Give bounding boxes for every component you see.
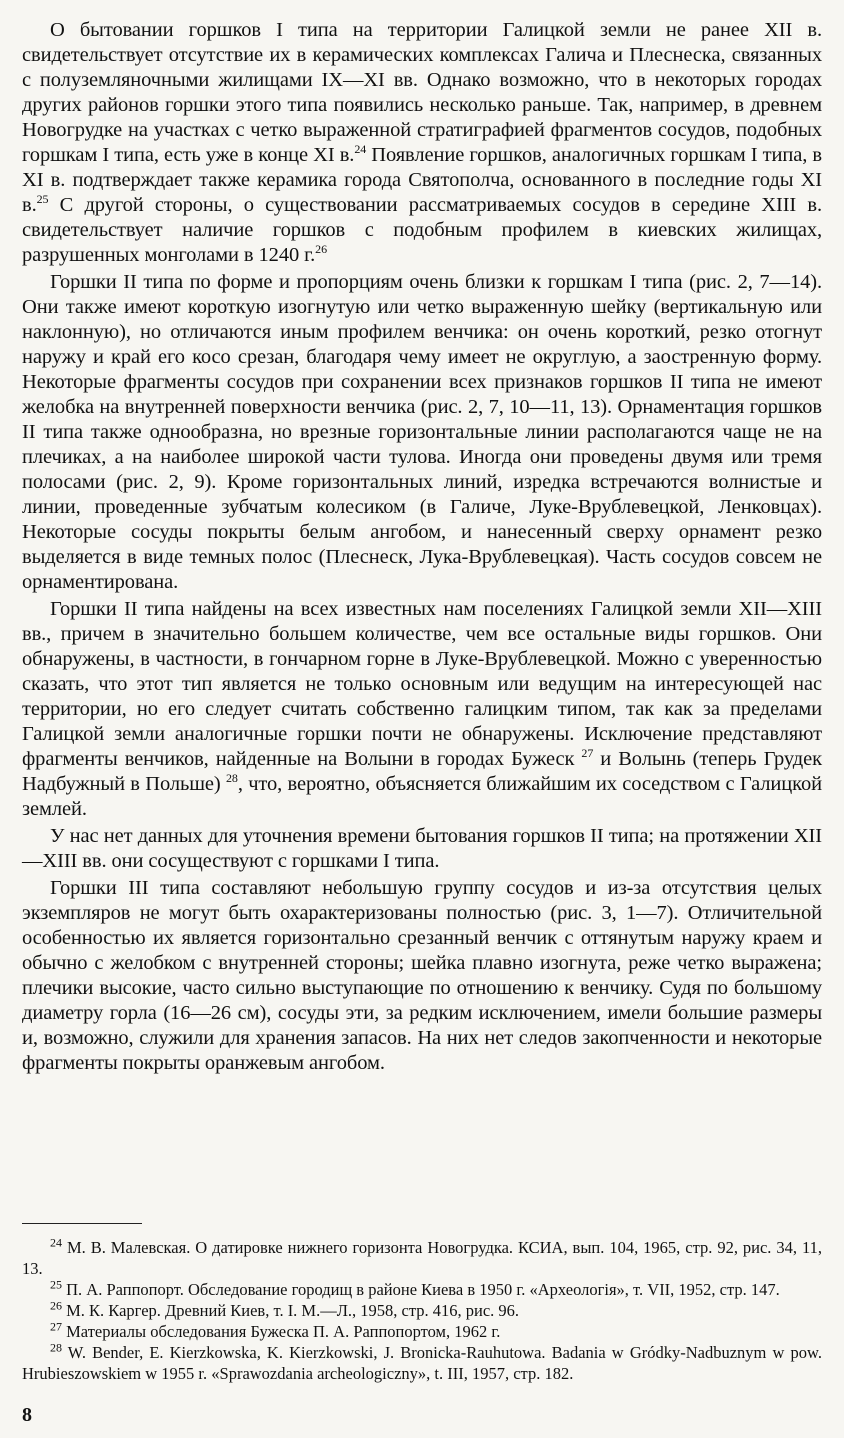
- paragraph-2: Горшки II типа по форме и пропорциям очень близки к горшкам I типа (рис. 2, 7—14). Они также имеют короткую изогнутую или четко выраженную шейку (вертикальную или наклонную), но отличаются иным профилем венчика: он очень короткий, резко отогнут наружу и край его косо срезан, благодаря чему имеет не округлую, а заостренную форму. Некоторые фрагменты сосудов при сохранении всех признаков горшков II типа не имеют желобка на внутренней поверхности венчика (рис. 2, 7, 10—11, 13). Орнаментация горшков II типа также однообразна, но врезные горизонтальные линии располагаются чаще не на плечиках, а на наиболее широкой части тулова. Иногда они проведены двумя или тремя полосами (рис. 2, 9). Кроме горизонтальных линий, изредка встречаются волнистые и линии, проведенные зубчатым колесиком (в Галиче, Луке-Врублевецкой, Ленковцах). Некоторые сосуды покрыты белым ангобом, и нанесенный сверху орнамент резко выделяется в виде темных полос (Плеснеск, Лука-Врублевецкая). Часть сосудов совсем не орнаментирована.: [22, 271, 822, 593]
- footnote-ref-28[interactable]: 28: [226, 771, 238, 786]
- page-number: 8: [22, 1404, 32, 1426]
- footnote-ref-24[interactable]: 24: [354, 142, 367, 157]
- footnote-28: $^{28}$ W. Bender, E. Kierzkowska, K. Kierzkowski, J. Bronicka-Rauhutowa. Badania w Gródky-Nadbuznym w pow. Hrubieszowskiem w 1955 r. «Sprawozdania archeologiczny», t. III, 1957, стр. 182.: [22, 1340, 822, 1383]
- paragraph-4: У нас нет данных для уточнения времени бытования горшков II типа; на протяжении XII—XIII вв. они сосуществуют с горшками I типа.: [22, 825, 822, 872]
- footnote-26: $^{26}$ М. К. Каргер. Древний Киев, т. I. М.—Л., 1958, стр. 416, рис. 96.: [50, 1298, 520, 1320]
- footnote-24: $^{24}$ М. В. Малевская. О датировке нижнего горизонта Новогрудка. КСИА, вып. 104, 1965, стр. 92, рис. 34, 11, 13.: [22, 1235, 822, 1278]
- footnote-divider: [22, 1223, 142, 1224]
- footnotes: [22, 1237, 822, 1384]
- paragraph-3: Горшки II типа найдены на всех известных нам поселениях Галицкой земли XII—XIII вв., причем в значительно большем количестве, чем все остальные виды горшков. Они обнаружены, в частности, в гончарном горне в Луке-Врублевецкой. Можно с уверенностью сказать, что этот тип является не только основным или ведущим на интересующей нас территории, но его следует считать собственно галицким типом, так как за пределами Галицкой земли аналогичные горшки почти не обнаружены. Исключение представляют фрагменты венчиков, найденные на Волыни в городах Бужеск $^{27}$ и Волынь (теперь Грудек Надбужный в Польше) $^{28}$, что, вероятно, объясняется ближайшим их соседством с Галицкой землей.: [22, 598, 822, 820]
- footnote-ref-25[interactable]: 25: [36, 192, 49, 207]
- footnote-27: $^{27}$ Материалы обследования Бужеска П. А. Раппопортом, 1962 г.: [50, 1319, 501, 1341]
- paragraph-5: Горшки III типа составляют небольшую группу сосудов и из-за отсутствия целых экземпляров не могут быть охарактеризованы полностью (рис. 3, 1—7). Отличительной особенностью их является горизонтально срезанный венчик с оттянутым наружу краем и обычно с желобком с внутренней стороны; шейка плавно изогнута, реже четко выражена; плечики высокие, часто сильно выступающие по отношению к венчику. Судя по большому диаметру горла (16—26 см), сосуды эти, за редким исключением, имели большие размеры и, возможно, служили для хранения запасов. На них нет следов закопченности и некоторые фрагменты покрыты оранжевым ангобом.: [22, 877, 822, 1074]
- footnote-ref-26[interactable]: 26: [315, 242, 327, 257]
- footnote-ref-27[interactable]: 27: [581, 746, 594, 761]
- footnote-25: $^{25}$ П. А. Раппопорт. Обследование городищ в районе Киева в 1950 г. «Археологія», т. VII, 1952, стр. 147.: [50, 1277, 780, 1299]
- paragraph-1: О бытовании горшков I типа на территории Галицкой земли не ранее XII в. свидетельствует отсутствие их в керамических комплексах Галича и Плеснеска, связанных с полуземляночными жилищами IX—XI вв. Однако возможно, что в некоторых городах других районов горшки этого типа появились несколько раньше. Так, например, в древнем Новогрудке на участках с четко выраженной стратиграфией фрагментов сосудов, подобных горшкам I типа, есть уже в конце XI в.$^{24}$ Появление горшков, аналогичных горшкам I типа, в XI в. подтверждает также керамика города Святополча, основанного в последние годы XI в.$^{25}$ С другой стороны, о существовании рассматриваемых сосудов в середине XIII в. свидетельствует наличие горшков с подобным профилем в киевских жилищах, разрушенных монголами в 1240 г.$^{26}$: [22, 19, 822, 266]
- main-text: [22, 18, 822, 1076]
